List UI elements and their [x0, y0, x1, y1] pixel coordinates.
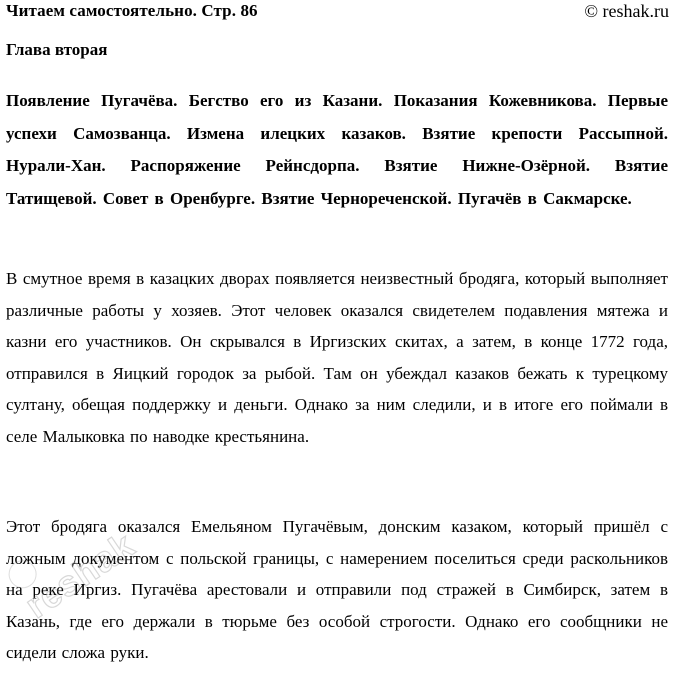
chapter-summary: Появление Пугачёва. Бегство его из Казани. Показания Кожевникова. Первые успехи Самозванца. Измена илецких казаков. Взятие крепости Рассыпной. Нурали-Хан. Распоряжение Рейнсдорпа. Взятие Нижне-Озёрной. Взятие Татищевой. Совет в Оренбурге. Взятие Чернореченской. Пугачёв в Сакмарске. — [6, 91, 668, 208]
paragraph-2: Этот бродяга оказался Емельяном Пугачёвым, донским казаком, который пришёл с ложным документом с польской границы, с намерением поселиться среди раскольников на реке Иргиз. Пугачёва арестовали и отправили под стражей в Симбирск, затем в Казань, где его держали в тюрьме без особой строгости. Однако его сообщники не сидели сложа руки. — [6, 517, 668, 662]
watermark-text: reshak — [17, 523, 142, 626]
chapter-title: Глава вторая — [6, 40, 108, 59]
page-header — [6, 0, 669, 22]
header-title: Читаем самостоятельно. Стр. 86 — [6, 1, 258, 20]
copyright-link[interactable]: © reshak.ru — [584, 1, 669, 21]
paragraph-1: В смутное время в казацких дворах появляется неизвестный бродяга, который выполняет различные работы у хозяев. Этот человек оказался свидетелем подавления мятежа и казни его участников. Он скрывался в Иргизских скитах, а затем, в конце 1772 года, отправился в Яицкий городок за рыбой. Там он убеждал казаков бежать к турецкому султану, обещая поддержку и деньги. Однако за ним следили, и в итоге его поймали в селе Малыковка по наводке крестьянина. — [6, 269, 668, 446]
